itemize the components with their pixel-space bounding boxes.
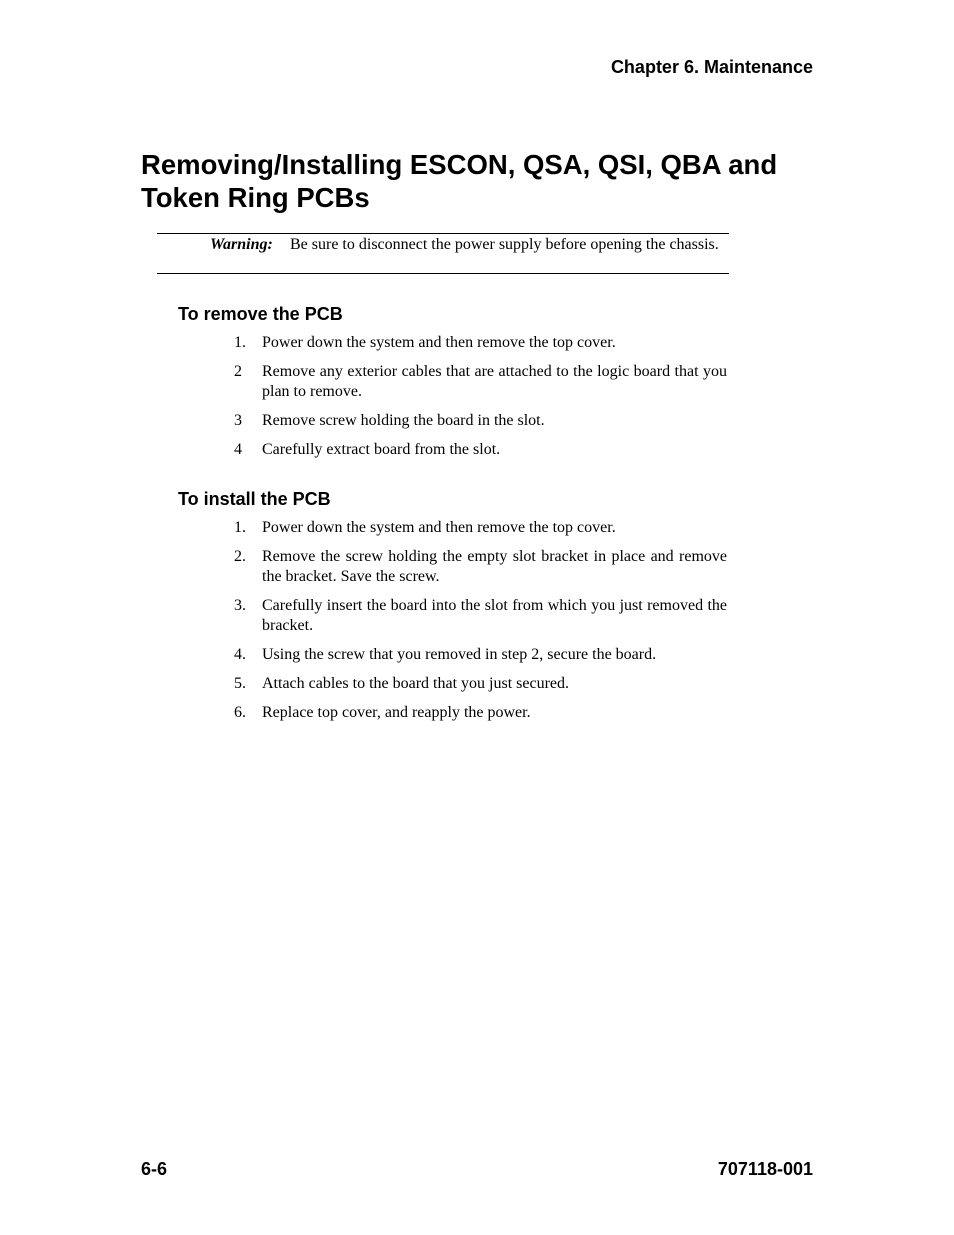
step-number: 3 (234, 412, 242, 429)
step-text: Carefully insert the board into the slot from which you just removed the bracket. (262, 597, 727, 634)
step-number: 3. (234, 597, 246, 614)
step-number: 2. (234, 548, 246, 565)
step-text: Power down the system and then remove the top cover. (262, 334, 616, 351)
warning-text: Be sure to disconnect the power supply before opening the chassis. (290, 236, 719, 253)
step-text: Power down the system and then remove the top cover. (262, 519, 616, 536)
step-text: Remove the screw holding the empty slot bracket in place and remove the bracket. Save the screw. (262, 548, 727, 585)
remove-section-heading: To remove the PCB (178, 304, 343, 324)
step-text: Carefully extract board from the slot. (262, 441, 501, 458)
step-number: 4 (234, 441, 242, 458)
document-number: 707118-001 (717, 1159, 813, 1179)
list-item (230, 362, 727, 402)
warning-box (157, 233, 729, 274)
page-title: Removing/Installing ESCON, QSA, QSI, QBA and Token Ring PCBs (141, 149, 778, 213)
running-header: Chapter 6. Maintenance (610, 57, 813, 77)
step-text: Remove screw holding the board in the slot. (262, 412, 545, 429)
step-text: Using the screw that you removed in step 2, secure the board. (262, 646, 657, 663)
page-number: 6-6 (141, 1159, 168, 1179)
step-number: 5. (234, 675, 246, 692)
list-item (230, 547, 727, 587)
list-item (230, 518, 727, 538)
install-section-heading: To install the PCB (178, 489, 331, 509)
step-text: Attach cables to the board that you just secured. (262, 675, 570, 692)
list-item (230, 645, 727, 665)
step-number: 1. (234, 334, 246, 351)
step-number: 2 (234, 363, 242, 380)
step-text: Replace top cover, and reapply the power. (262, 704, 531, 721)
list-item (230, 411, 727, 431)
step-number: 4. (234, 646, 246, 663)
step-number: 6. (234, 704, 246, 721)
remove-steps-list (230, 333, 727, 469)
list-item (230, 333, 727, 353)
list-item (230, 703, 727, 723)
step-number: 1. (234, 519, 246, 536)
install-steps-list (230, 518, 727, 732)
list-item (230, 596, 727, 636)
step-text: Remove any exterior cables that are attached to the logic board that you plan to remove. (262, 363, 727, 400)
warning-label: Warning: (210, 236, 273, 253)
list-item (230, 440, 727, 460)
list-item (230, 674, 727, 694)
